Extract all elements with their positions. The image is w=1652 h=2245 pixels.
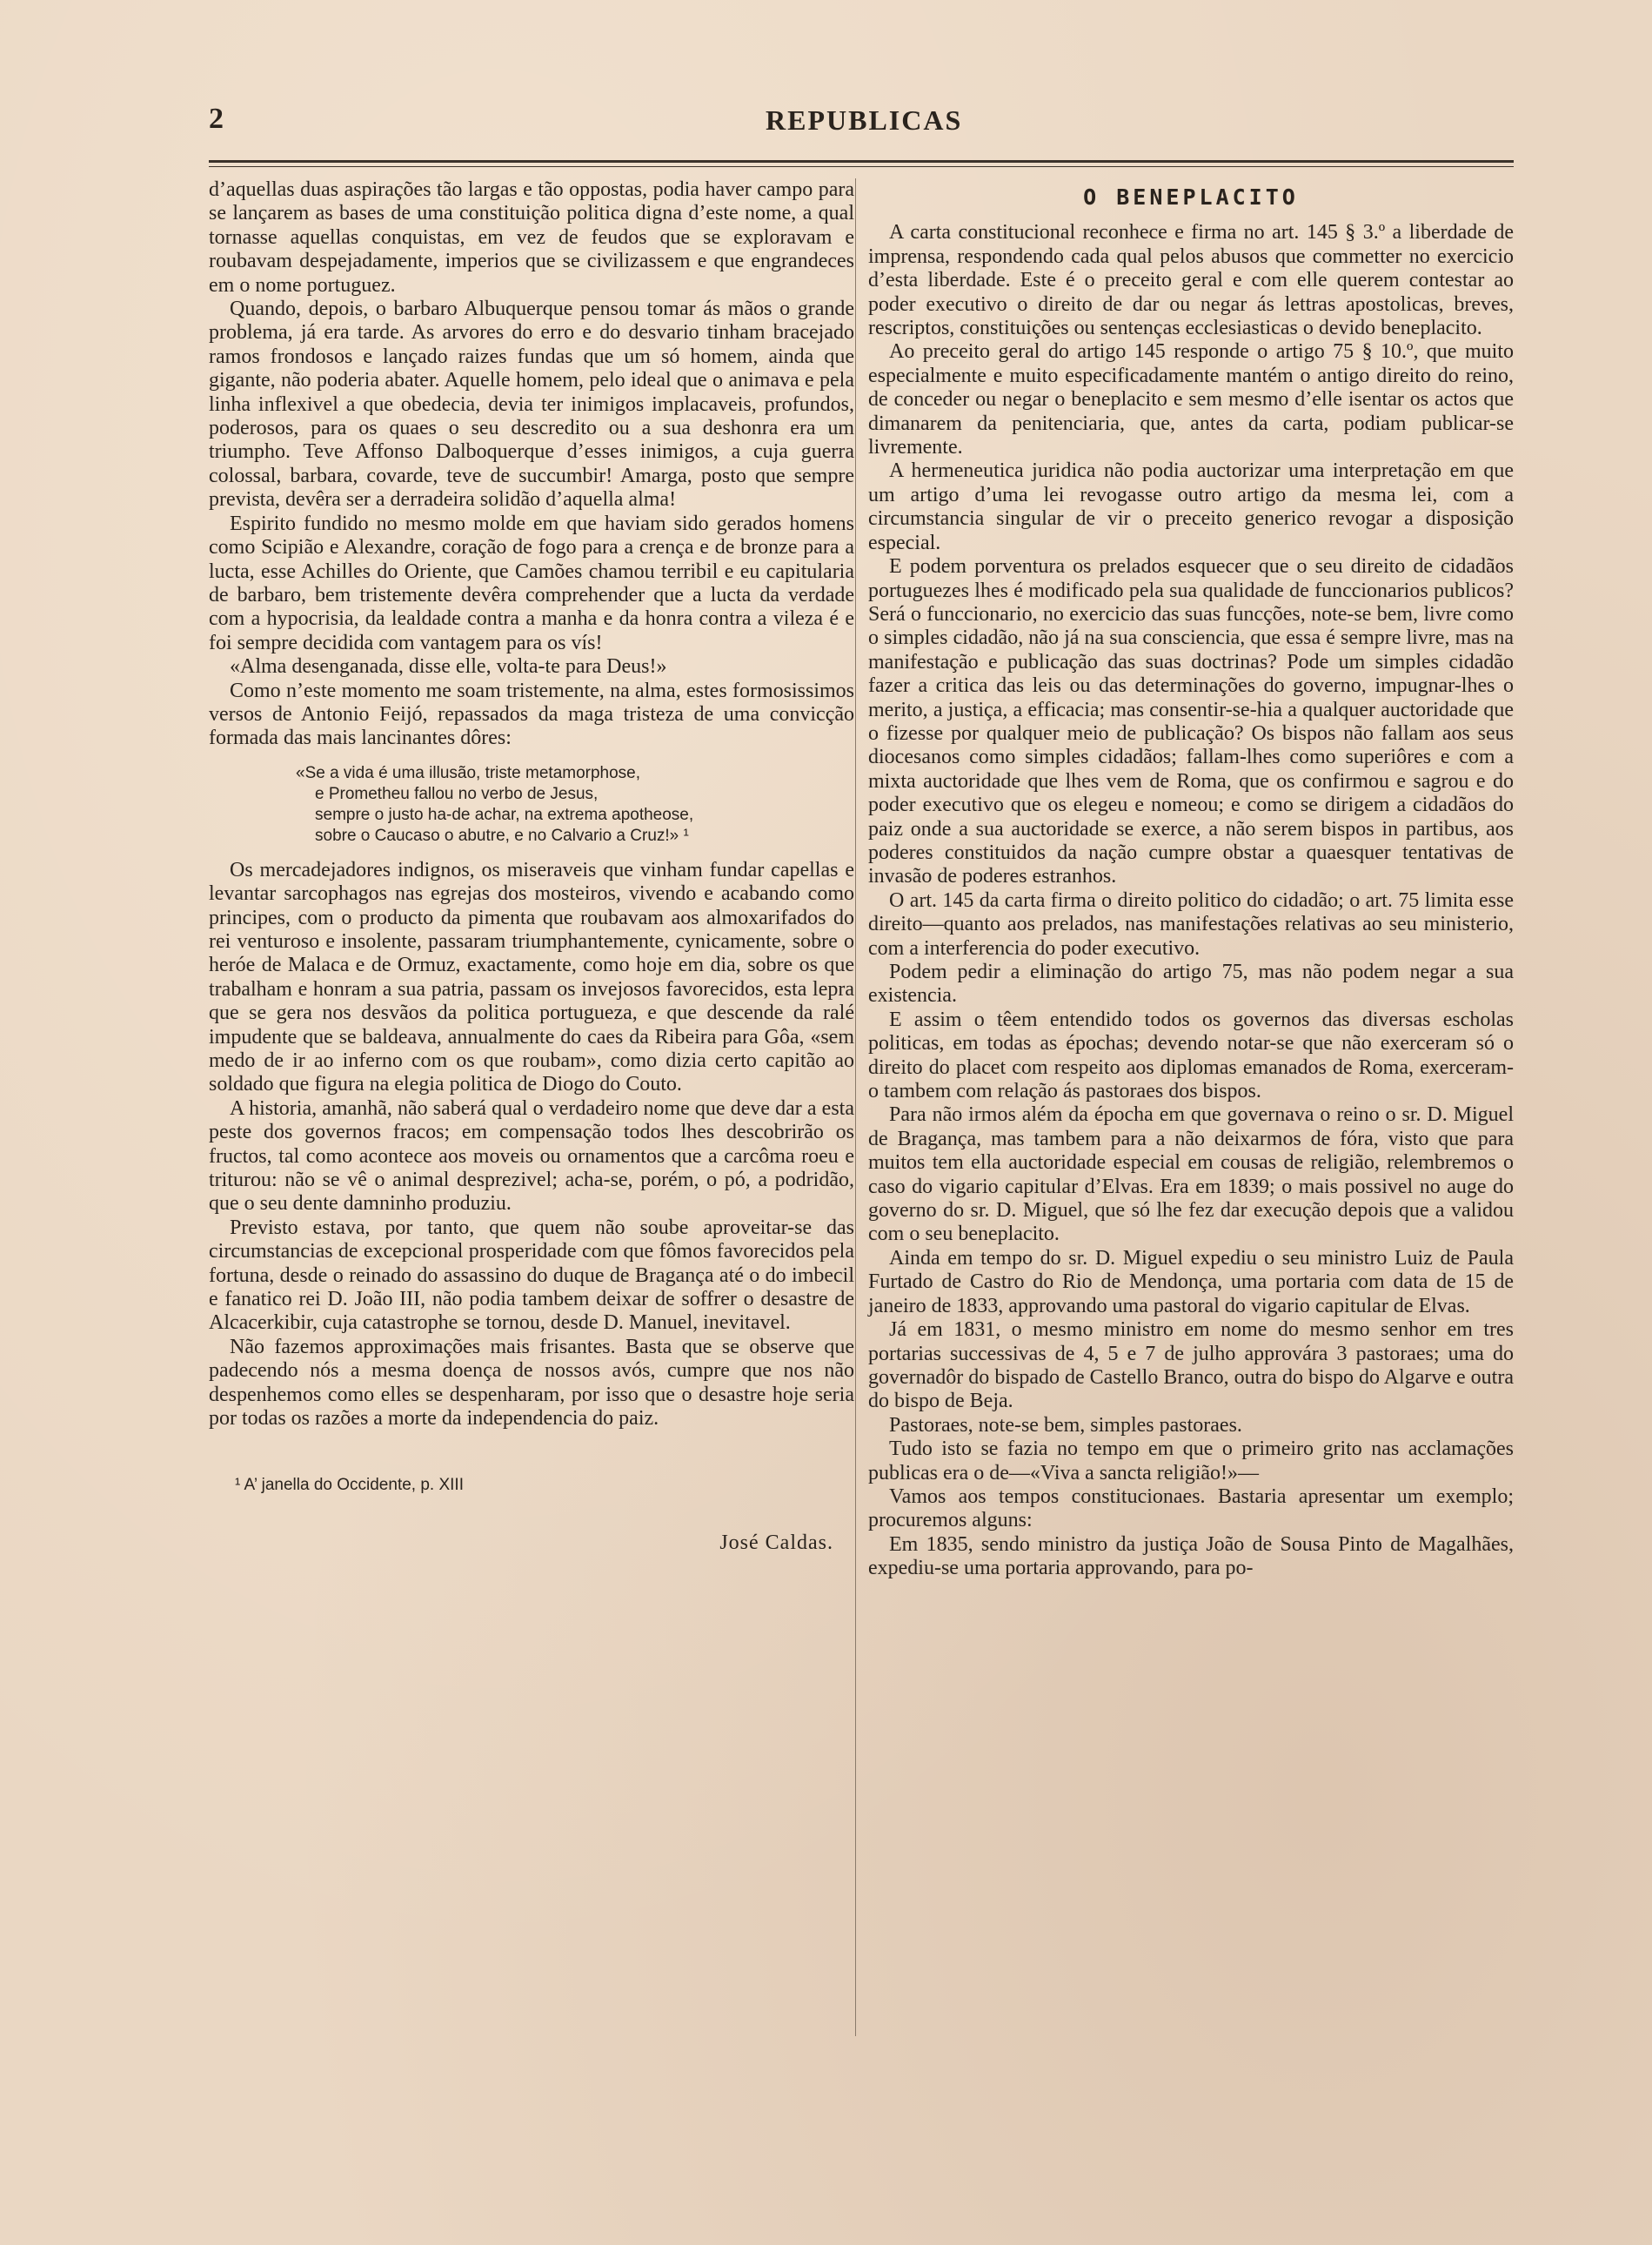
paragraph: Para não irmos além da épocha em que governava o reino o sr. D. Miguel de Bragança, mas tambem para a não deixarmos de fóra, visto que para muitos tem ella auctoridade especial em cousas de religião, relembremos o caso do vigario capitular d’Elvas. Era em 1839; o mais possivel no auge do governo do sr. D. Miguel, que só lhe fez dar execução depois que a validou com o seu beneplacito. <box>868 1103 1514 1246</box>
paragraph: A historia, amanhã, não saberá qual o verdadeiro nome que deve dar a esta peste dos governos fracos; em compensação todos lhes descobrirão os fructos, tal como acontece aos moveis ou ornamentos que a carcôma roeu e triturou: não se vê o animal desprezivel; acha-se, porém, o pó, a podridão, que o seu dente damninho produziu. <box>209 1096 854 1216</box>
paragraph: Em 1835, sendo ministro da justiça João de Sousa Pinto de Magalhães, expediu-se uma portaria approvando, para po- <box>868 1532 1514 1580</box>
paragraph: Ainda em tempo do sr. D. Miguel expediu o seu ministro Luiz de Paula Furtado de Castro do Rio de Mendonça, uma portaria com data de 15 de janeiro de 1833, approvando uma pastoral do vigario capitular de Elvas. <box>868 1246 1514 1317</box>
left-column <box>209 178 854 1555</box>
paragraph: A carta constitucional reconhece e firma no art. 145 § 3.º a liberdade de imprensa, respondendo cada qual pelos abusos que commetter no exercicio d’esta liberdade. Este é o preceito geral e com elle querem contestar ao poder executivo o direito de dar ou negar ás lettras apostolicas, breves, rescriptos, constituições ou sentenças ecclesiasticas o devido beneplacito. <box>868 221 1514 340</box>
paragraph: Espirito fundido no mesmo molde em que haviam sido gerados homens como Scipião e Alexandre, coração de fogo para a crença e de bronze para a lucta, esse Achilles do Oriente, que Camões chamou terribil e eu capitularia de barbaro, bem tristemente devêra comprehender que a lucta da verdade com a hypocrisia, da lealdade contra a manha e da honra contra a vileza é e foi sempre decidida com vantagem para os vís! <box>209 512 854 654</box>
author-signature: José Caldas. <box>719 1531 833 1554</box>
verse-line: sempre o justo ha-de achar, na extrema apotheose, <box>315 805 694 824</box>
article-title: O BENEPLACITO <box>1083 184 1299 210</box>
paragraph: O art. 145 da carta firma o direito politico do cidadão; o art. 75 limita esse direito—quanto aos prelados, nas manifestações relativas ao seu ministerio, com a interferencia do poder executivo. <box>868 888 1514 960</box>
paragraph: Previsto estava, por tanto, que quem não soube aproveitar-se das circumstancias de excepcional prosperidade com que fômos favorecidos pela fortuna, desde o reinado do assassino do duque de Bragança até o do imbecil e fanatico rei D. João III, não podia tambem deixar de soffrer o desastre de Alcacerkibir, cuja catastrophe se tornou, desde D. Manuel, inevitavel. <box>209 1216 854 1335</box>
verse-line: e Prometheu fallou no verbo de Jesus, <box>315 784 599 803</box>
verse-quote <box>296 763 854 847</box>
paragraph: E assim o têem entendido todos os governos das diversas escholas politicas, em todas as épochas; devendo notar-se que não exerceram só o direito do placet com respeito aos diplomas emanados de Roma, exerceram-o tambem com relação ás pastoraes dos bispos. <box>868 1008 1514 1103</box>
column-divider <box>855 178 856 2036</box>
paragraph: A hermeneutica juridica não podia auctorizar uma interpretação em que um artigo d’uma lei revogasse outro artigo da mesma lei, com a circumstancia singular de vir o preceito generico revogar a disposição especial. <box>868 459 1514 554</box>
paragraph: Como n’este momento me soam tristemente, na alma, estes formosissimos versos de Antonio Feijó, repassados da maga tristeza de uma convicção formada das mais lancinantes dôres: <box>209 679 854 750</box>
running-title: REPUBLICAS <box>766 104 963 136</box>
paragraph: Podem pedir a eliminação do artigo 75, mas não podem negar a sua existencia. <box>868 961 1514 1008</box>
header-rule-thin <box>209 166 1514 167</box>
paragraph: Não fazemos approximações mais frisantes. Basta que se observe que padecendo nós a mesma doença de nossos avós, cumpre que nos não despenhemos como elles se despenharam, por isso que o desastre hoje seria por todas os razões a morte da independencia do paiz. <box>209 1335 854 1431</box>
paragraph: Tudo isto se fazia no tempo em que o primeiro grito nas acclamações publicas era o de—«Viva a sancta religião!»— <box>868 1437 1514 1484</box>
paragraph: Pastoraes, note-se bem, simples pastoraes. <box>889 1413 1242 1437</box>
verse-line: sobre o Caucaso o abutre, e no Calvario a Cruz!» ¹ <box>315 826 689 845</box>
header-rule-thick <box>209 160 1514 163</box>
page-number: 2 <box>209 103 224 135</box>
paragraph: Já em 1831, o mesmo ministro em nome do mesmo senhor em tres portarias successivas de 4, 5 e 7 de julho approvára 3 pastoraes; uma do governadôr do bispado de Castello Branco, outra do bispo do Algarve e outra do bispo de Beja. <box>868 1318 1514 1413</box>
footnote: ¹ A’ janella do Occidente, p. XIII <box>235 1475 464 1494</box>
paragraph: Vamos aos tempos constitucionaes. Bastaria apresentar um exemplo; procuremos alguns: <box>868 1484 1514 1532</box>
paragraph: Quando, depois, o barbaro Albuquerque pensou tomar ás mãos o grande problema, já era tarde. As arvores do erro e do desvario tinham bracejado ramos frondosos e lançado raizes fundas que um só homem, ainda que gigante, não poderia abater. Aquelle homem, pelo ideal que o animava e pela linha inflexivel a que obedecia, devia ter inimigos implacaveis, profundos, poderosos, para os quaes o seu descredito ou a sua deshonra era um triumpho. Teve Affonso Dalboquerque d’esses inimigos, a cuja guerra colossal, barbara, covarde, teve de succumbir! Amarga, posto que sempre prevista, devêra ser a derradeira solidão d’aquella alma! <box>209 298 854 512</box>
page-header <box>209 103 1514 164</box>
paragraph: E podem porventura os prelados esquecer que o seu direito de cidadãos portuguezes lhes é modificado pela sua qualidade de funccionarios publicos? Será o funccionario, no exercicio das suas funcções, note-se bem, livre como o simples cidadão, não já na sua consciencia, que essa é sempre livre, mas na manifestação e publicação das suas doctrinas? Pode um simples cidadão fazer a critica das leis ou das determinações do governo, impugnar-lhes o merito, a justiça, a efficacia; mas consentir-se-hia a qualquer auctoridade que o fizesse por qualquer meio de publicação? Os bispos não fallam aos seus diocesanos como simples cidadãos; fallam-lhes como superiôres e com a mixta auctoridade que lhes vem de Roma, que os confirmou e sagrou e do poder executivo que os elegeu e nomeou; e como se dirigem a cidadãos do paiz onde a sua auctoridade se exerce, a não serem bispos in partibus, aos poderes constituidos da nação cumpre obstar a quaesquer tentativas de invasão de poderes estranhos. <box>868 555 1514 888</box>
right-column <box>868 178 1514 1581</box>
paragraph: «Alma desenganada, disse elle, volta-te para Deus!» <box>230 655 667 679</box>
paragraph: Ao preceito geral do artigo 145 responde o artigo 75 § 10.º, que muito especialmente e muito especificadamente mantém o antigo direito do reino, de conceder ou negar o beneplacito e sem mesmo d’elle isentar os actos que dimanarem da penitenciaria, que, antes da carta, podiam publicar-se livremente. <box>868 340 1514 459</box>
paragraph: Os mercadejadores indignos, os miseraveis que vinham fundar capellas e levantar sarcophagos nas egrejas dos mosteiros, vivendo e acabando como principes, com o producto da pimenta que roubavam aos almoxarifados do rei venturoso e insolente, passaram triumphantemente, cynicamente, sobre o heróe de Malaca e de Ormuz, exactamente, como hoje em dia, sobre os que trabalham e honram a sua patria, passam os invejosos favorecidos, esta lepra que se gera nos desvãos da politica portugueza, e que descende da ralé impudente que se baldeava, annualmente do caes da Ribeira para Gôa, «sem medo de ir ao inferno com os que roubam», como dizia certo capitão ao soldado que figura na elegia politica de Diogo do Couto. <box>209 858 854 1096</box>
verse-line: «Se a vida é uma illusão, triste metamorphose, <box>296 763 641 782</box>
paragraph: d’aquellas duas aspirações tão largas e tão oppostas, podia haver campo para se lançarem as bases de uma constituição politica digna d’este nome, a qual tornasse aquellas conquistas, em vez de feudos que se exploravam e roubavam despejadamente, imperios que se civilizassem e que engrandeces em o nome portuguez. <box>209 178 854 297</box>
